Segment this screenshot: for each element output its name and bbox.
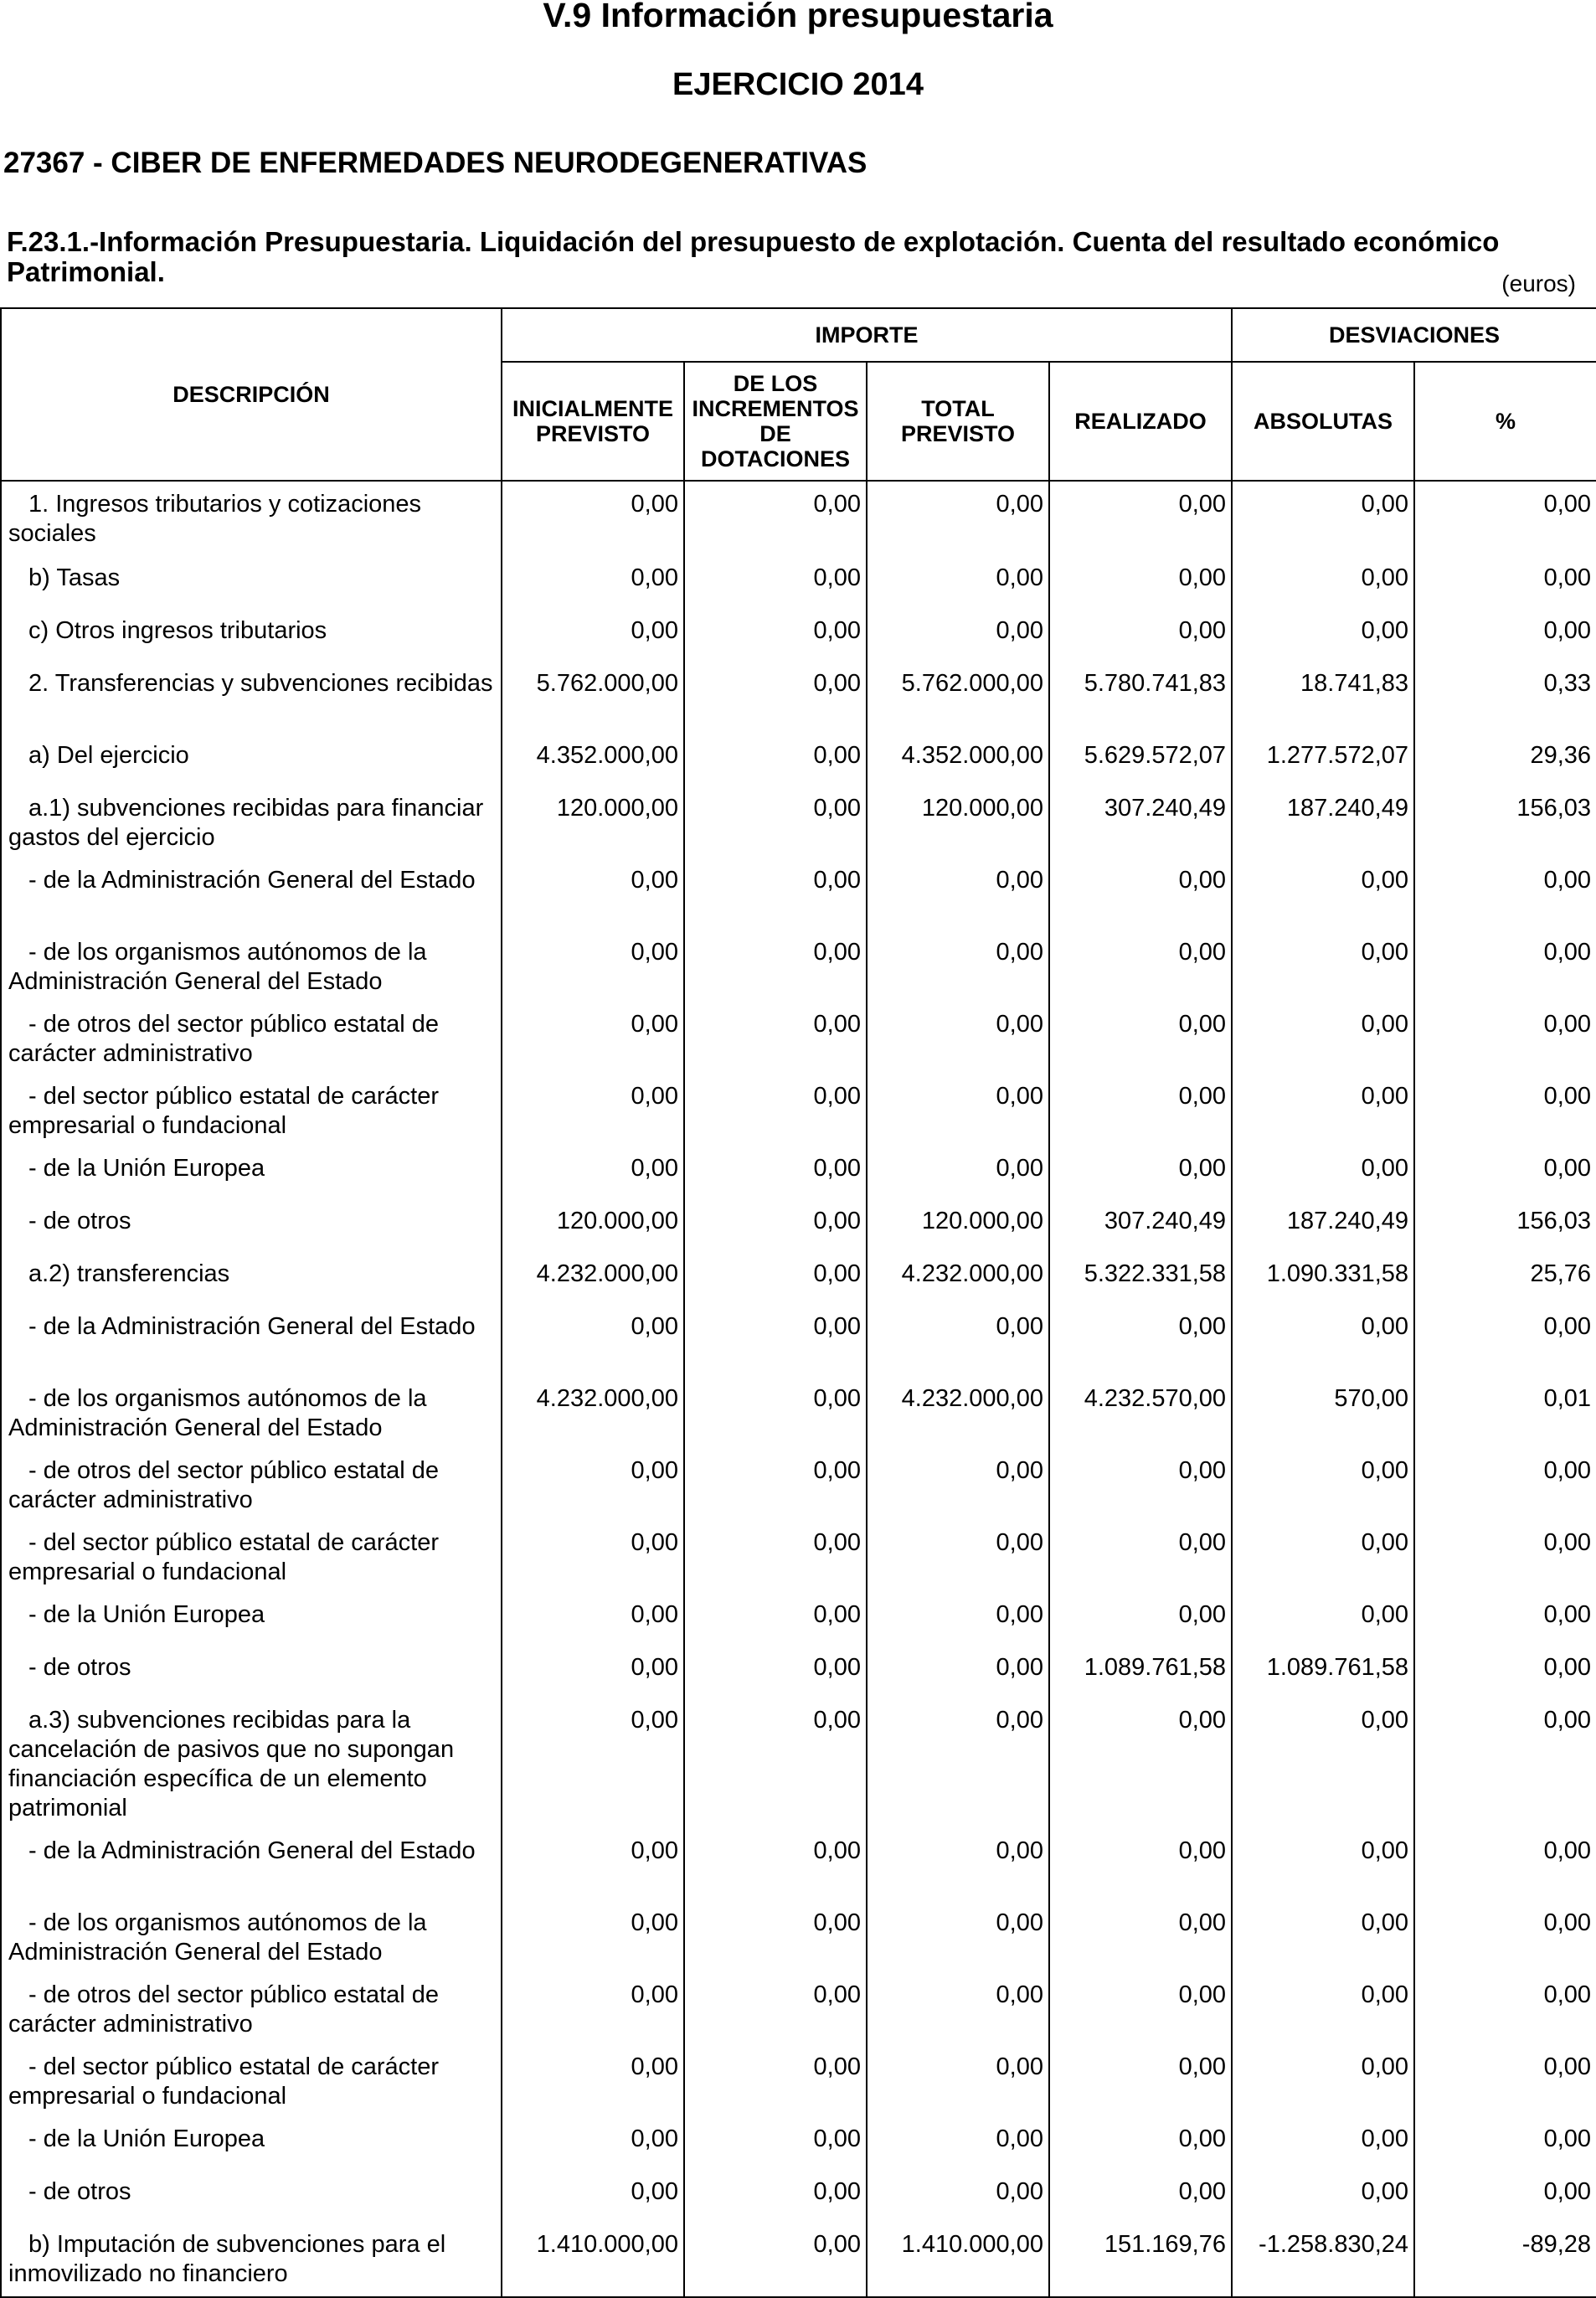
cell-incrementos: 0,00	[684, 855, 867, 927]
cell-inicialmente-previsto: 120.000,00	[502, 783, 684, 855]
cell-total-previsto: 0,00	[867, 2042, 1049, 2114]
row-description-text: - de otros del sector público estatal de carácter administrativo	[8, 1981, 440, 2038]
cell-absolutas: 0,00	[1232, 553, 1414, 605]
row-description-text: a.3) subvenciones recibidas para la cancelación de pasivos que no supongan financiación específica de un elemento patrimonial	[8, 1707, 455, 1821]
row-description	[1, 2167, 502, 2219]
cell-realizado: 0,00	[1049, 1143, 1232, 1196]
cell-incrementos: 0,00	[684, 1590, 867, 1642]
row-description-text: 2. Transferencias y subvenciones recibidas	[28, 670, 493, 697]
row-description	[1, 553, 502, 605]
cell-realizado: 0,00	[1049, 2114, 1232, 2167]
cell-total-previsto: 0,00	[867, 2167, 1049, 2219]
budget-table	[0, 307, 1596, 2298]
cell-total-previsto: 0,00	[867, 553, 1049, 605]
group-importe: IMPORTE	[502, 308, 1232, 362]
cell-pct: 0,00	[1414, 2167, 1596, 2219]
cell-total-previsto: 5.762.000,00	[867, 658, 1049, 730]
row-description	[1, 1517, 502, 1590]
cell-realizado: 0,00	[1049, 1695, 1232, 1826]
cell-inicialmente-previsto: 0,00	[502, 1590, 684, 1642]
cell-incrementos: 0,00	[684, 1249, 867, 1301]
cell-realizado: 307.240,49	[1049, 783, 1232, 855]
row-description	[1, 481, 502, 553]
cell-realizado: 0,00	[1049, 2167, 1232, 2219]
cell-total-previsto: 0,00	[867, 1898, 1049, 1970]
cell-absolutas: 187.240,49	[1232, 1196, 1414, 1249]
cell-absolutas: 0,00	[1232, 1695, 1414, 1826]
cell-pct: 25,76	[1414, 1249, 1596, 1301]
cell-absolutas: 0,00	[1232, 1590, 1414, 1642]
row-description	[1, 2042, 502, 2114]
cell-absolutas: 0,00	[1232, 2114, 1414, 2167]
cell-absolutas: 187.240,49	[1232, 783, 1414, 855]
row-description	[1, 1970, 502, 2042]
cell-inicialmente-previsto: 0,00	[502, 605, 684, 658]
form-title: F.23.1.-Información Presupuestaria. Liquidación del presupuesto de explotación. Cuenta del resultado económico Patrimonial.	[7, 226, 1500, 287]
cell-pct: 0,00	[1414, 2042, 1596, 2114]
cell-inicialmente-previsto: 0,00	[502, 553, 684, 605]
cell-pct: 0,00	[1414, 1301, 1596, 1373]
cell-realizado: 0,00	[1049, 553, 1232, 605]
cell-inicialmente-previsto: 0,00	[502, 1642, 684, 1695]
row-description	[1, 783, 502, 855]
cell-realizado: 0,00	[1049, 927, 1232, 999]
cell-absolutas: 0,00	[1232, 999, 1414, 1071]
cell-inicialmente-previsto: 0,00	[502, 1445, 684, 1517]
cell-absolutas: 18.741,83	[1232, 658, 1414, 730]
cell-inicialmente-previsto: 0,00	[502, 999, 684, 1071]
row-description-text: - de la Unión Europea	[28, 2125, 265, 2152]
cell-realizado: 5.780.741,83	[1049, 658, 1232, 730]
cell-pct: 0,01	[1414, 1373, 1596, 1445]
row-description-text: b) Tasas	[28, 564, 121, 591]
cell-absolutas: 570,00	[1232, 1373, 1414, 1445]
cell-total-previsto: 120.000,00	[867, 1196, 1049, 1249]
cell-pct: -89,28	[1414, 2219, 1596, 2297]
cell-incrementos: 0,00	[684, 783, 867, 855]
cell-incrementos: 0,00	[684, 1445, 867, 1517]
cell-realizado: 0,00	[1049, 1301, 1232, 1373]
cell-total-previsto: 0,00	[867, 1517, 1049, 1590]
row-description-text: 1. Ingresos tributarios y cotizaciones sociales	[8, 491, 422, 547]
cell-inicialmente-previsto: 0,00	[502, 1517, 684, 1590]
cell-total-previsto: 4.232.000,00	[867, 1373, 1049, 1445]
table-row	[1, 1970, 1596, 2042]
cell-realizado: 0,00	[1049, 1071, 1232, 1143]
row-description-text: a) Del ejercicio	[28, 742, 189, 769]
cell-inicialmente-previsto: 0,00	[502, 2167, 684, 2219]
cell-pct: 29,36	[1414, 730, 1596, 783]
section-title: V.9 Información presupuestaria	[543, 0, 1053, 34]
cell-realizado: 307.240,49	[1049, 1196, 1232, 1249]
cell-pct: 0,00	[1414, 927, 1596, 999]
row-description	[1, 2114, 502, 2167]
col-realizado: REALIZADO	[1049, 362, 1232, 481]
cell-total-previsto: 0,00	[867, 1445, 1049, 1517]
cell-realizado: 151.169,76	[1049, 2219, 1232, 2297]
table-row	[1, 927, 1596, 999]
row-description-text: - de otros	[28, 1208, 131, 1234]
cell-incrementos: 0,00	[684, 1826, 867, 1898]
cell-realizado: 5.629.572,07	[1049, 730, 1232, 783]
cell-total-previsto: 0,00	[867, 1143, 1049, 1196]
cell-incrementos: 0,00	[684, 605, 867, 658]
row-description	[1, 1249, 502, 1301]
cell-absolutas: 1.090.331,58	[1232, 1249, 1414, 1301]
cell-inicialmente-previsto: 0,00	[502, 855, 684, 927]
cell-total-previsto: 0,00	[867, 1590, 1049, 1642]
cell-absolutas: 0,00	[1232, 2167, 1414, 2219]
row-description-text: - de los organismos autónomos de la Administración General del Estado	[8, 1909, 427, 1966]
table-row	[1, 1373, 1596, 1445]
fiscal-year: EJERCICIO 2014	[672, 67, 924, 102]
row-description	[1, 1642, 502, 1695]
cell-total-previsto: 0,00	[867, 2114, 1049, 2167]
cell-total-previsto: 0,00	[867, 1695, 1049, 1826]
row-description-text: - de otros	[28, 1654, 131, 1681]
cell-total-previsto: 0,00	[867, 1826, 1049, 1898]
cell-absolutas: 0,00	[1232, 927, 1414, 999]
budget-rows	[1, 481, 1596, 2297]
row-description	[1, 1826, 502, 1898]
table-row	[1, 1143, 1596, 1196]
cell-total-previsto: 0,00	[867, 1642, 1049, 1695]
row-description-text: - de otros del sector público estatal de carácter administrativo	[8, 1011, 440, 1067]
cell-incrementos: 0,00	[684, 730, 867, 783]
cell-total-previsto: 4.232.000,00	[867, 1249, 1049, 1301]
row-description-text: - de la Administración General del Estado	[28, 867, 476, 894]
cell-pct: 0,00	[1414, 1826, 1596, 1898]
cell-realizado: 0,00	[1049, 1445, 1232, 1517]
row-description-text: - de la Unión Europea	[28, 1155, 265, 1182]
row-description	[1, 1373, 502, 1445]
cell-inicialmente-previsto: 0,00	[502, 1071, 684, 1143]
cell-incrementos: 0,00	[684, 481, 867, 553]
cell-total-previsto: 0,00	[867, 1970, 1049, 2042]
cell-incrementos: 0,00	[684, 1695, 867, 1826]
cell-pct: 0,00	[1414, 855, 1596, 927]
cell-realizado: 0,00	[1049, 605, 1232, 658]
cell-realizado: 0,00	[1049, 481, 1232, 553]
cell-pct: 0,00	[1414, 2114, 1596, 2167]
table-row	[1, 1590, 1596, 1642]
cell-total-previsto: 0,00	[867, 999, 1049, 1071]
cell-inicialmente-previsto: 0,00	[502, 2114, 684, 2167]
cell-inicialmente-previsto: 0,00	[502, 927, 684, 999]
table-row	[1, 999, 1596, 1071]
cell-inicialmente-previsto: 4.352.000,00	[502, 730, 684, 783]
cell-incrementos: 0,00	[684, 2114, 867, 2167]
cell-realizado: 0,00	[1049, 1590, 1232, 1642]
cell-pct: 0,00	[1414, 1143, 1596, 1196]
cell-incrementos: 0,00	[684, 1517, 867, 1590]
row-description-text: b) Imputación de subvenciones para el inmovilizado no financiero	[8, 2231, 446, 2287]
cell-realizado: 0,00	[1049, 2042, 1232, 2114]
row-description	[1, 1071, 502, 1143]
row-description	[1, 999, 502, 1071]
cell-realizado: 1.089.761,58	[1049, 1642, 1232, 1695]
cell-incrementos: 0,00	[684, 1898, 867, 1970]
cell-inicialmente-previsto: 4.232.000,00	[502, 1249, 684, 1301]
row-description	[1, 1898, 502, 1970]
cell-absolutas: 0,00	[1232, 1826, 1414, 1898]
table-row	[1, 2042, 1596, 2114]
cell-inicialmente-previsto: 0,00	[502, 2042, 684, 2114]
row-description	[1, 1196, 502, 1249]
currency-units: (euros)	[1501, 271, 1576, 296]
cell-incrementos: 0,00	[684, 927, 867, 999]
cell-absolutas: 0,00	[1232, 1301, 1414, 1373]
row-description	[1, 658, 502, 730]
row-description	[1, 927, 502, 999]
cell-absolutas: 0,00	[1232, 1445, 1414, 1517]
cell-absolutas: 0,00	[1232, 2042, 1414, 2114]
cell-pct: 0,00	[1414, 1970, 1596, 2042]
cell-pct: 0,00	[1414, 1071, 1596, 1143]
cell-inicialmente-previsto: 0,00	[502, 1695, 684, 1826]
cell-inicialmente-previsto: 0,00	[502, 1143, 684, 1196]
row-description	[1, 2219, 502, 2297]
cell-pct: 0,00	[1414, 1898, 1596, 1970]
cell-incrementos: 0,00	[684, 2167, 867, 2219]
group-desviaciones: DESVIACIONES	[1232, 308, 1596, 362]
cell-incrementos: 0,00	[684, 1301, 867, 1373]
table-row	[1, 605, 1596, 658]
cell-realizado: 0,00	[1049, 1898, 1232, 1970]
row-description-text: - del sector público estatal de carácter empresarial o fundacional	[8, 1529, 440, 1585]
cell-absolutas: 1.089.761,58	[1232, 1642, 1414, 1695]
table-row	[1, 2219, 1596, 2297]
cell-total-previsto: 0,00	[867, 1071, 1049, 1143]
row-description-text: - de otros del sector público estatal de carácter administrativo	[8, 1457, 440, 1513]
cell-inicialmente-previsto: 0,00	[502, 1970, 684, 2042]
cell-realizado: 0,00	[1049, 999, 1232, 1071]
col-absolutas: ABSOLUTAS	[1232, 362, 1414, 481]
cell-pct: 0,00	[1414, 1590, 1596, 1642]
cell-incrementos: 0,00	[684, 1143, 867, 1196]
table-row	[1, 1826, 1596, 1898]
table-row	[1, 1642, 1596, 1695]
table-row	[1, 1445, 1596, 1517]
cell-absolutas: 0,00	[1232, 1970, 1414, 2042]
cell-realizado: 0,00	[1049, 1970, 1232, 2042]
cell-absolutas: 0,00	[1232, 855, 1414, 927]
cell-inicialmente-previsto: 4.232.000,00	[502, 1373, 684, 1445]
row-description	[1, 730, 502, 783]
table-row	[1, 2167, 1596, 2219]
table-row	[1, 730, 1596, 783]
cell-total-previsto: 120.000,00	[867, 783, 1049, 855]
row-description	[1, 1590, 502, 1642]
cell-absolutas: 0,00	[1232, 481, 1414, 553]
cell-inicialmente-previsto: 1.410.000,00	[502, 2219, 684, 2297]
col-total-previsto: TOTAL PREVISTO	[867, 362, 1049, 481]
cell-inicialmente-previsto: 0,00	[502, 1826, 684, 1898]
row-description-text: - de la Administración General del Estado	[28, 1837, 476, 1864]
row-description	[1, 1301, 502, 1373]
col-inicialmente-previsto: INICIALMENTE PREVISTO	[502, 362, 684, 481]
cell-pct: 0,00	[1414, 1695, 1596, 1826]
cell-incrementos: 0,00	[684, 1642, 867, 1695]
cell-pct: 0,00	[1414, 1642, 1596, 1695]
table-row	[1, 1898, 1596, 1970]
table-row	[1, 481, 1596, 553]
cell-inicialmente-previsto: 0,00	[502, 1301, 684, 1373]
cell-inicialmente-previsto: 5.762.000,00	[502, 658, 684, 730]
row-description	[1, 605, 502, 658]
cell-incrementos: 0,00	[684, 1970, 867, 2042]
cell-pct: 0,00	[1414, 999, 1596, 1071]
table-row	[1, 1517, 1596, 1590]
table-row	[1, 1249, 1596, 1301]
table-row	[1, 1196, 1596, 1249]
cell-pct: 156,03	[1414, 1196, 1596, 1249]
row-description-text: - de otros	[28, 2178, 131, 2205]
row-description-text: a.1) subvenciones recibidas para financiar gastos del ejercicio	[8, 795, 484, 851]
cell-incrementos: 0,00	[684, 1196, 867, 1249]
table-row	[1, 1695, 1596, 1826]
cell-incrementos: 0,00	[684, 2219, 867, 2297]
cell-pct: 0,00	[1414, 1517, 1596, 1590]
row-description-text: a.2) transferencias	[28, 1260, 230, 1287]
cell-absolutas: 0,00	[1232, 1517, 1414, 1590]
table-row	[1, 783, 1596, 855]
table-row	[1, 553, 1596, 605]
cell-realizado: 0,00	[1049, 855, 1232, 927]
cell-pct: 0,00	[1414, 481, 1596, 553]
cell-pct: 0,00	[1414, 605, 1596, 658]
cell-total-previsto: 0,00	[867, 1301, 1049, 1373]
row-description-text: - de la Unión Europea	[28, 1601, 265, 1628]
cell-inicialmente-previsto: 0,00	[502, 481, 684, 553]
cell-total-previsto: 0,00	[867, 855, 1049, 927]
cell-realizado: 0,00	[1049, 1517, 1232, 1590]
cell-pct: 0,00	[1414, 553, 1596, 605]
cell-total-previsto: 0,00	[867, 605, 1049, 658]
row-description	[1, 855, 502, 927]
row-description-text: c) Otros ingresos tributarios	[28, 617, 327, 644]
cell-incrementos: 0,00	[684, 999, 867, 1071]
table-row	[1, 855, 1596, 927]
cell-incrementos: 0,00	[684, 1071, 867, 1143]
cell-total-previsto: 1.410.000,00	[867, 2219, 1049, 2297]
row-description-text: - del sector público estatal de carácter empresarial o fundacional	[8, 2053, 440, 2110]
table-row	[1, 1071, 1596, 1143]
cell-realizado: 4.232.570,00	[1049, 1373, 1232, 1445]
cell-incrementos: 0,00	[684, 1373, 867, 1445]
cell-absolutas: 0,00	[1232, 1071, 1414, 1143]
row-description-text: - de la Administración General del Estado	[28, 1313, 476, 1340]
table-row	[1, 658, 1596, 730]
entity-name: 27367 - CIBER DE ENFERMEDADES NEURODEGENERATIVAS	[3, 147, 868, 179]
row-description	[1, 1445, 502, 1517]
cell-incrementos: 0,00	[684, 2042, 867, 2114]
row-description-text: - del sector público estatal de carácter empresarial o fundacional	[8, 1083, 440, 1139]
col-descripcion: DESCRIPCIÓN	[1, 308, 502, 481]
table-row	[1, 2114, 1596, 2167]
cell-pct: 156,03	[1414, 783, 1596, 855]
cell-absolutas: 1.277.572,07	[1232, 730, 1414, 783]
cell-inicialmente-previsto: 120.000,00	[502, 1196, 684, 1249]
row-description	[1, 1695, 502, 1826]
cell-inicialmente-previsto: 0,00	[502, 1898, 684, 1970]
cell-realizado: 5.322.331,58	[1049, 1249, 1232, 1301]
table-row	[1, 1301, 1596, 1373]
cell-incrementos: 0,00	[684, 658, 867, 730]
row-description-text: - de los organismos autónomos de la Administración General del Estado	[8, 1385, 427, 1441]
cell-total-previsto: 0,00	[867, 481, 1049, 553]
cell-absolutas: 0,00	[1232, 1143, 1414, 1196]
col-incrementos: DE LOS INCREMENTOS DE DOTACIONES	[684, 362, 867, 481]
col-pct: %	[1414, 362, 1596, 481]
cell-incrementos: 0,00	[684, 553, 867, 605]
cell-absolutas: 0,00	[1232, 1898, 1414, 1970]
row-description	[1, 1143, 502, 1196]
cell-pct: 0,00	[1414, 1445, 1596, 1517]
cell-absolutas: -1.258.830,24	[1232, 2219, 1414, 2297]
cell-absolutas: 0,00	[1232, 605, 1414, 658]
cell-total-previsto: 4.352.000,00	[867, 730, 1049, 783]
cell-total-previsto: 0,00	[867, 927, 1049, 999]
cell-pct: 0,33	[1414, 658, 1596, 730]
cell-realizado: 0,00	[1049, 1826, 1232, 1898]
row-description-text: - de los organismos autónomos de la Administración General del Estado	[8, 939, 427, 995]
